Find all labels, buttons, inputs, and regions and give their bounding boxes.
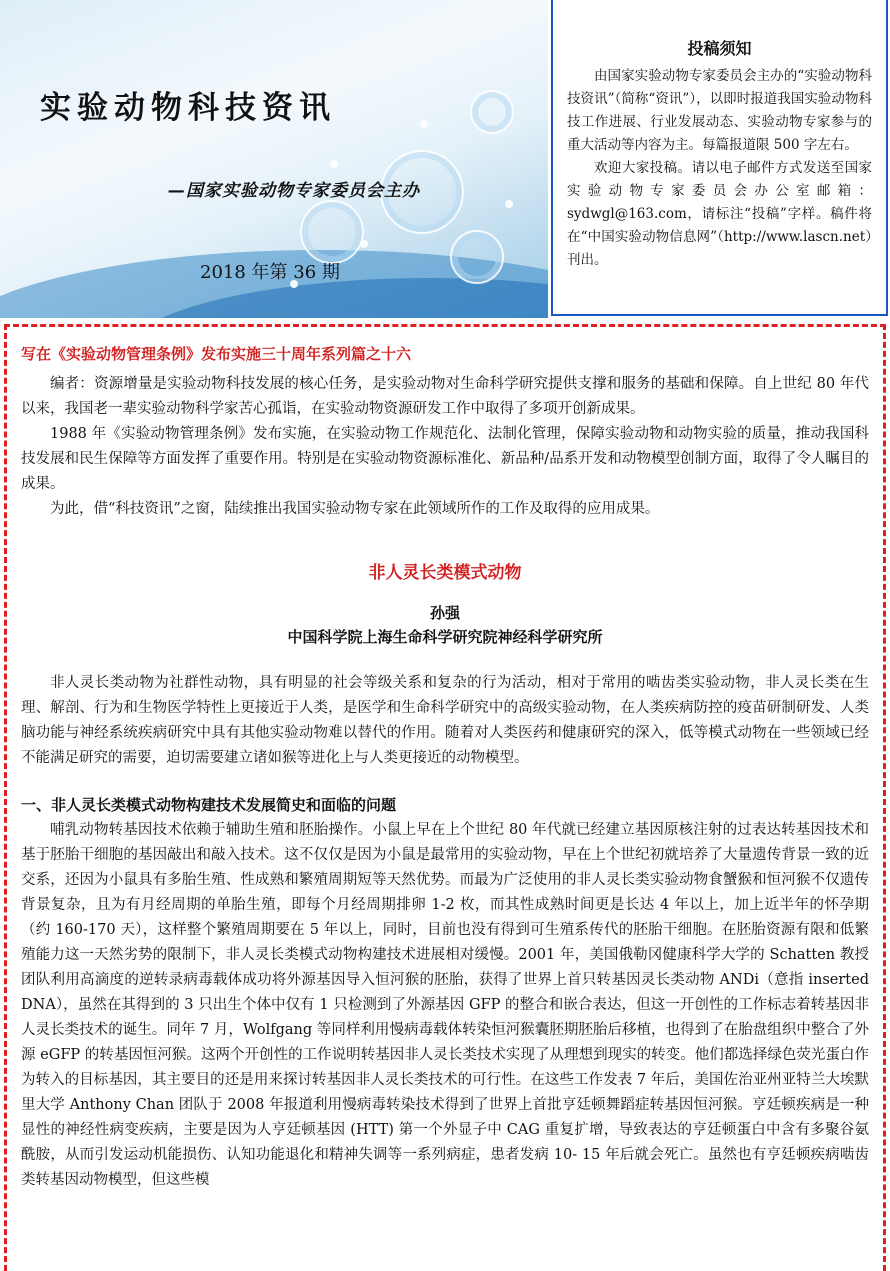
editor-note: 编者：资源增量是实验动物科技发展的核心任务，是实验动物对生命科学研究提供支撑和服务的基础和保障。自上世纪 80 年代以来，我国老一辈实验动物科学家苦心孤诣，在实验动物资源研发工作中取得了多项开创新成果。 <box>21 376 869 417</box>
article-author: 孙强 <box>429 604 460 622</box>
article-intro: 非人灵长类动物为社群性动物，具有明显的社会等级关系和复杂的行为活动，相对于常用的啮齿类实验动物，非人灵长类在生理、解剖、行为和生物医学特性上更接近于人类，是医学和生命科学研究中的高级实验动物，在人类疾病防控的疫苗研制研发、人类脑功能与神经系统疾病研究中具有其他实验动物难以替代的作用。随着对人类医药和健康研究的深入，低等模式动物在一些领域已经不能满足研究的需要，迫切需要建立诸如猴等进化上与人类更接近的动物模型。 <box>21 675 869 766</box>
decorative-flower <box>300 200 364 264</box>
editor-note: 1988 年《实验动物管理条例》发布实施，在实验动物工作规范化、法制化管理，保障实验动物和动物实验的质量，推动我国科技发展和民生保障等方面发挥了重要作用。特别是在实验动物资源标准化、新品种/品系开发和动物模型创制方面，取得了令人瞩目的成果。 <box>21 426 869 492</box>
article-title: 非人灵长类模式动物 <box>368 563 522 583</box>
notice-heading: 投稿须知 <box>687 39 752 58</box>
notice-paragraph: 欢迎大家投稿。请以电子邮件方式发送至国家实验动物专家委员会办公室邮箱：sydwgl@163.com，请标注“投稿”字样。稿件将在“中国实验动物信息网”（http://www.lascn.net）刊出。 <box>567 160 872 268</box>
section-body: 哺乳动物转基因技术依赖于辅助生殖和胚胎操作。小鼠上早在上个世纪 80 年代就已经建立基因原核注射的过表达转基因技术和基于胚胎干细胞的基因敲出和敲入技术。这不仅仅是因为小鼠是最常用的实验动物，早在上个世纪初就培养了大量遗传背景一致的近交系，还因为小鼠具有多胎生殖、性成熟和繁殖周期短等天然优势。而最为广泛使用的非人灵长类实验动物食蟹猴和恒河猴不仅遗传背景复杂，且为有月经周期的单胎生殖，即每个月经周期排卵 1-2 枚，而其性成熟时间更是长达 4 年以上，加上近半年的怀孕期（约 160-170 天），这样整个繁殖周期要在 5 年以上，同时，目前也没有得到可生殖系传代的胚胎干细胞。在胚胎资源有限和低繁殖能力这一天然劣势的限制下，非人灵长类模式动物构建技术进展相对缓慢。2001 年，美国俄勒冈健康科学大学的 Schatten 教授团队利用高滴度的逆转录病毒载体成功将外源基因导入恒河猴的胚胎，获得了世界上首只转基因灵长类动物 ANDi（意指 inserted DNA），虽然在其得到的 3 只出生个体中仅有 1 只检测到了外源基因 GFP 的整合和嵌合表达，但这一开创性的工作标志着转基因非人灵长类技术的诞生。同年 7 月，Wolfgang 等同样利用慢病毒载体转染恒河猴囊胚期胚胎后移植，也得到了在胎盘组织中整合了外源 eGFP 的转基因恒河猴。这两个开创性的工作说明转基因非人灵长类技术实现了从理想到现实的转变。他们都选择绿色荧光蛋白作为转入的目标基因，其主要目的还是用来探讨转基因非人灵长类技术的可行性。在这些工作发表 7 年后，美国佐治亚州亚特兰大埃默里大学 Anthony Chan 团队于 2008 年报道利用慢病毒转染技术得到了世界上首批亨廷顿舞蹈症转基因恒河猴。亨廷顿疾病是一种显性的神经性病变疾病，主要是因为人亨廷顿基因 (HTT) 第一个外显子中 CAG 重复扩增，导致表达的亨廷顿蛋白中含有多聚谷氨酰胺，从而引发运动机能损伤、认知功能退化和精神失调等一系列病症，患者发病 10- 15 年后就会死亡。虽然也有亨廷顿疾病啮齿类转基因动物模型，但这些模 <box>21 822 869 1188</box>
submission-notice <box>551 0 888 316</box>
newsletter-subtitle: —国家实验动物专家委员会主办 <box>168 181 420 201</box>
series-title: 写在《实验动物管理条例》发布实施三十周年系列篇之十六 <box>21 345 412 363</box>
decorative-dot <box>330 160 338 168</box>
decorative-dot <box>360 240 368 248</box>
main-content <box>4 324 886 1271</box>
notice-paragraph: 由国家实验动物专家委员会主办的“实验动物科技资讯”（简称“资讯”），以即时报道我国实验动物科技工作进展、行业发展动态、实验动物专家参与的重大活动等内容为主。每篇报道限 500 字左右。 <box>567 68 872 153</box>
header-banner <box>0 0 548 318</box>
newsletter-title: 实验动物科技资讯 <box>40 90 336 126</box>
article-affiliation: 中国科学院上海生命科学研究院神经科学研究所 <box>287 628 603 646</box>
decorative-dot <box>420 120 428 128</box>
decorative-flower <box>450 230 504 284</box>
section-heading: 一、非人灵长类模式动物构建技术发展简史和面临的问题 <box>21 796 397 814</box>
issue-number: 2018 年第 36 期 <box>200 262 340 283</box>
decorative-dot <box>505 200 513 208</box>
decorative-flower <box>470 90 514 134</box>
editor-note: 为此，借“科技资讯”之窗，陆续推出我国实验动物专家在此领域所作的工作及取得的应用成果。 <box>50 501 660 517</box>
